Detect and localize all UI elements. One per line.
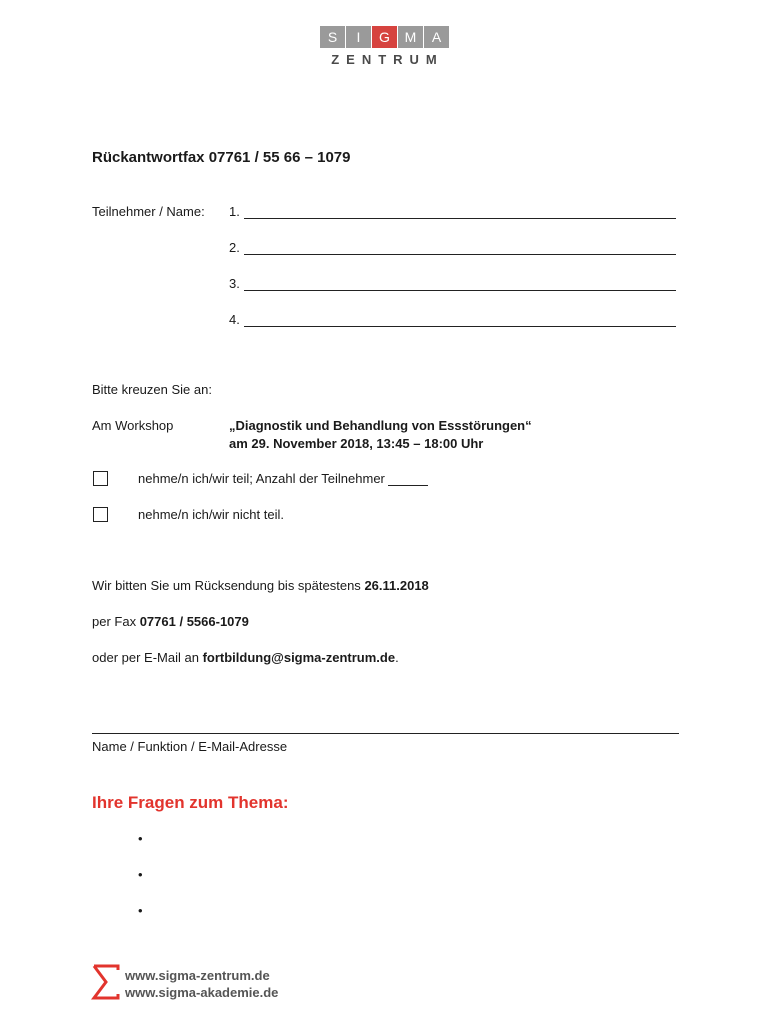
instruction-text: Bitte kreuzen Sie an:	[92, 382, 212, 397]
participant-name-line-1[interactable]	[244, 218, 676, 219]
page-title: Rückantwortfax 07761 / 55 66 – 1079	[92, 149, 351, 166]
logo-letter: S	[320, 26, 345, 48]
logo-subtitle: ZENTRUM	[331, 52, 444, 67]
questions-heading: Ihre Fragen zum Thema:	[92, 793, 289, 812]
bullet-item: •	[138, 867, 143, 882]
participant-number: 1.	[229, 204, 240, 219]
email-address[interactable]: fortbildung@sigma-zentrum.de	[202, 650, 396, 665]
workshop-date: am 29. November 2018, 13:45 – 18:00 Uhr	[229, 436, 484, 451]
return-note-text: Wir bitten Sie um Rücksendung bis spätestens	[92, 578, 361, 593]
footer-url-zentrum[interactable]: www.sigma-zentrum.de	[125, 968, 270, 983]
workshop-label: Am Workshop	[92, 418, 174, 433]
participants-label: Teilnehmer / Name:	[92, 204, 205, 219]
return-deadline: 26.11.2018	[364, 578, 429, 593]
participant-name-line-2[interactable]	[244, 254, 676, 255]
participant-number: 2.	[229, 240, 240, 255]
participant-name-line-3[interactable]	[244, 290, 676, 291]
bullet-item: •	[138, 831, 143, 846]
bullet-item: •	[138, 903, 143, 918]
return-note	[92, 578, 429, 593]
email-suffix: .	[395, 650, 399, 665]
participant-number: 4.	[229, 312, 240, 327]
email-line	[92, 650, 399, 665]
participant-name-line-4[interactable]	[244, 326, 676, 327]
attend-option	[138, 471, 428, 486]
logo-letter: M	[398, 26, 423, 48]
participant-count-field[interactable]	[388, 473, 428, 486]
logo-letter: G	[372, 26, 397, 48]
logo-letter: A	[424, 26, 449, 48]
decline-option-label: nehme/n ich/wir nicht teil.	[138, 507, 284, 522]
fax-prefix: per Fax	[92, 614, 137, 629]
attend-option-label: nehme/n ich/wir teil; Anzahl der Teilnehmer	[138, 471, 385, 486]
signature-label: Name / Funktion / E-Mail-Adresse	[92, 739, 288, 754]
decline-checkbox[interactable]	[93, 507, 108, 522]
sigma-logo	[320, 26, 450, 48]
fax-line	[92, 614, 249, 629]
sigma-icon	[90, 962, 122, 1002]
attend-checkbox[interactable]	[93, 471, 108, 486]
fax-number: 07761 / 5566-1079	[139, 614, 249, 629]
email-prefix: oder per E-Mail an	[92, 650, 199, 665]
workshop-title: „Diagnostik und Behandlung von Essstörungen“	[229, 418, 532, 433]
logo-letter: I	[346, 26, 371, 48]
signature-line[interactable]	[92, 733, 679, 734]
participant-number: 3.	[229, 276, 240, 291]
footer-url-akademie[interactable]: www.sigma-akademie.de	[125, 985, 279, 1000]
